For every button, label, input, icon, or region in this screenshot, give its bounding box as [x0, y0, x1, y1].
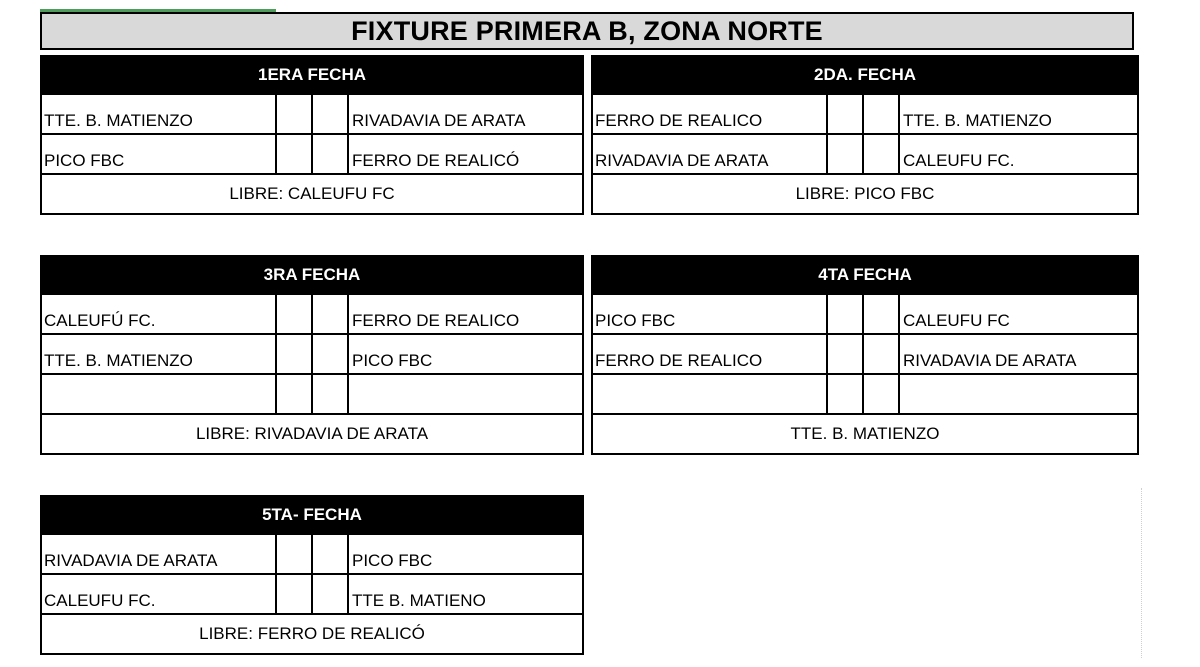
away-score-cell[interactable] — [864, 135, 900, 173]
home-score-cell[interactable] — [277, 575, 313, 613]
home-score-cell[interactable] — [828, 375, 864, 413]
home-score-cell[interactable] — [828, 95, 864, 133]
away-score-cell[interactable] — [313, 535, 349, 573]
libre-team: LIBRE: RIVADAVIA DE ARATA — [195, 424, 429, 443]
away-team: TTE B. MATIENO — [352, 591, 486, 610]
fecha-header: 5TA- FECHA — [42, 497, 582, 535]
page-title: FIXTURE PRIMERA B, ZONA NORTE — [40, 12, 1134, 50]
away-team: FERRO DE REALICO — [352, 311, 520, 330]
away-score-cell[interactable] — [864, 335, 900, 373]
libre-team: LIBRE: PICO FBC — [795, 184, 935, 203]
home-score-cell[interactable] — [277, 375, 313, 413]
away-team: RIVADAVIA DE ARATA — [903, 351, 1077, 370]
away-score-cell[interactable] — [313, 135, 349, 173]
away-score-cell[interactable] — [313, 375, 349, 413]
home-score-cell[interactable] — [828, 135, 864, 173]
libre-team: TTE. B. MATIENZO — [790, 424, 940, 443]
match-row — [593, 135, 1137, 175]
away-team: FERRO DE REALICÓ — [352, 151, 520, 170]
away-team: PICO FBC — [352, 551, 433, 570]
away-score-cell[interactable] — [313, 575, 349, 613]
home-team: CALEUFÚ FC. — [42, 295, 277, 333]
match-row — [593, 95, 1137, 135]
fecha-4 — [591, 255, 1139, 455]
away-team: CALEUFU FC — [903, 311, 1010, 330]
fecha-3 — [40, 255, 584, 455]
fecha-header: 2DA. FECHA — [593, 57, 1137, 95]
home-score-cell[interactable] — [828, 295, 864, 333]
fecha-header: 3RA FECHA — [42, 257, 582, 295]
fecha-5 — [40, 495, 584, 655]
away-score-cell[interactable] — [313, 335, 349, 373]
home-team[interactable] — [42, 375, 277, 413]
home-score-cell[interactable] — [277, 295, 313, 333]
libre-team: LIBRE: FERRO DE REALICÓ — [199, 624, 425, 643]
match-row-empty — [42, 375, 582, 415]
away-team: CALEUFU FC. — [903, 151, 1015, 170]
home-score-cell[interactable] — [277, 95, 313, 133]
home-team: FERRO DE REALICO — [593, 95, 828, 133]
home-team: RIVADAVIA DE ARATA — [593, 135, 828, 173]
home-team: FERRO DE REALICO — [593, 335, 828, 373]
away-team[interactable] — [349, 375, 582, 413]
home-score-cell[interactable] — [277, 135, 313, 173]
home-team: PICO FBC — [42, 135, 277, 173]
fecha-1 — [40, 55, 584, 215]
match-row — [42, 575, 582, 615]
home-team: CALEUFU FC. — [42, 575, 277, 613]
match-row — [593, 295, 1137, 335]
home-team: TTE. B. MATIENZO — [42, 95, 277, 133]
away-score-cell[interactable] — [864, 95, 900, 133]
match-row — [42, 135, 582, 175]
home-team: RIVADAVIA DE ARATA — [42, 535, 277, 573]
fecha-header: 4TA FECHA — [593, 257, 1137, 295]
away-team: TTE. B. MATIENZO — [903, 111, 1052, 130]
fecha-header: 1ERA FECHA — [42, 57, 582, 95]
match-row — [42, 535, 582, 575]
home-score-cell[interactable] — [277, 535, 313, 573]
home-score-cell[interactable] — [277, 335, 313, 373]
home-team: TTE. B. MATIENZO — [42, 335, 277, 373]
match-row — [42, 295, 582, 335]
fecha-2 — [591, 55, 1139, 215]
match-row-empty — [593, 375, 1137, 415]
away-score-cell[interactable] — [313, 95, 349, 133]
away-score-cell[interactable] — [864, 375, 900, 413]
match-row — [42, 95, 582, 135]
home-team[interactable] — [593, 375, 828, 413]
away-score-cell[interactable] — [864, 295, 900, 333]
away-team: RIVADAVIA DE ARATA — [352, 111, 526, 130]
away-team[interactable] — [900, 375, 1137, 413]
home-team: PICO FBC — [593, 295, 828, 333]
sheet-gridline — [1137, 488, 1142, 658]
match-row — [42, 335, 582, 375]
away-score-cell[interactable] — [313, 295, 349, 333]
libre-team: LIBRE: CALEUFU FC — [229, 184, 395, 203]
away-team: PICO FBC — [352, 351, 433, 370]
home-score-cell[interactable] — [828, 335, 864, 373]
match-row — [593, 335, 1137, 375]
